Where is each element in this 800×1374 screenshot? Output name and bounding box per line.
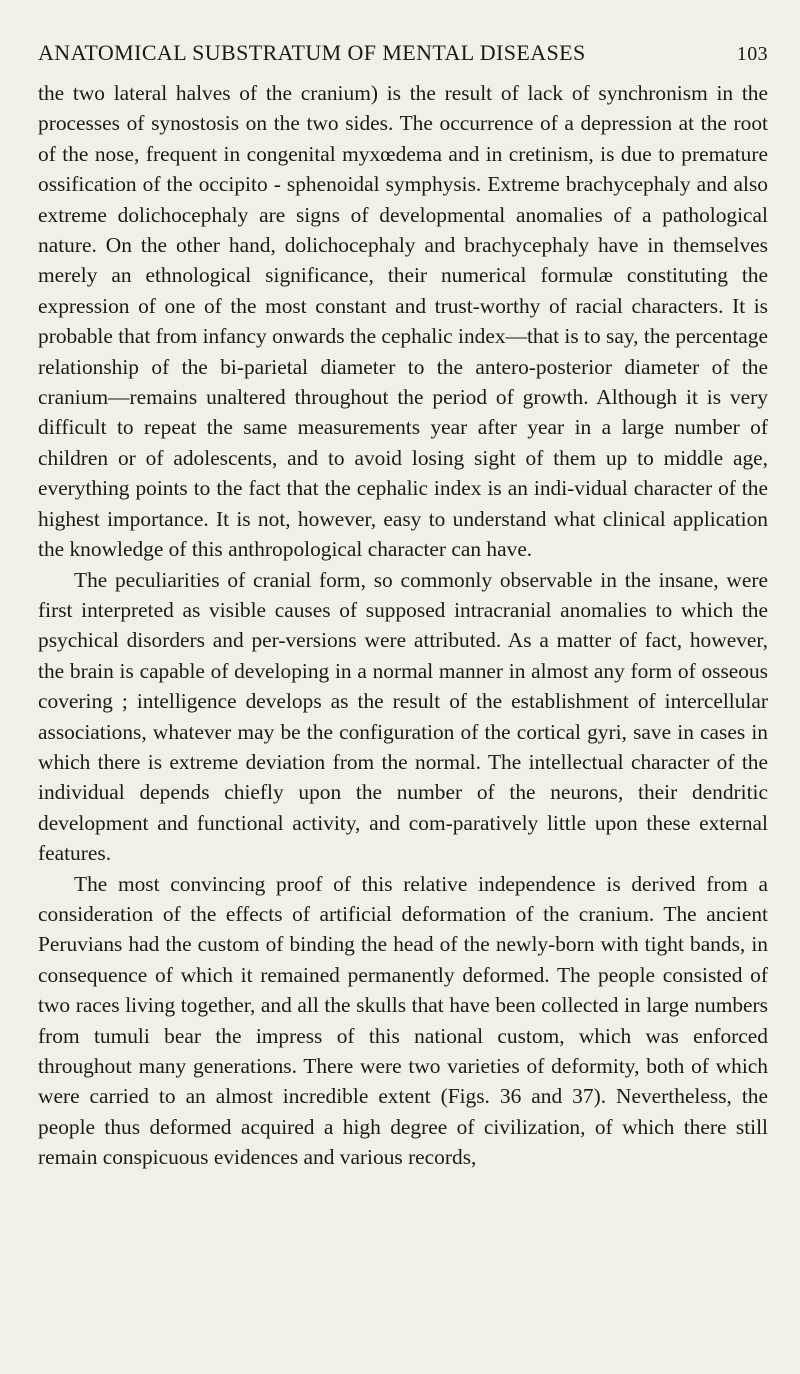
body-text — [38, 78, 768, 1173]
page-number: 103 — [736, 43, 768, 65]
running-head — [38, 40, 768, 66]
book-page — [38, 40, 768, 1173]
paragraph-3: The most convincing proof of this relative independence is derived from a consideration of the effects of artificial deformation of the cranium. The ancient Peruvians had the custom of binding the head of the newly-born with tight bands, in consequence of which it remained permanently deformed. The people consisted of two races living together, and all the skulls that have been collected in large numbers from tumuli bear the impress of this national custom, which was enforced throughout many generations. There were two varieties of deformity, both of which were carried to an almost incredible extent (Figs. 36 and 37). Nevertheless, the people thus deformed acquired a high degree of civilization, of which there still remain conspicuous evidences and various records, — [38, 871, 768, 1170]
paragraph-1: the two lateral halves of the cranium) is the result of lack of synchronism in the processes of synostosis on the two sides. The occurrence of a depression at the root of the nose, frequent in congenital myxœdema and in cretinism, is due to premature ossification of the occipito - sphenoidal symphysis. Extreme brachycephaly and also extreme dolichocephaly are signs of developmental anomalies of a pathological nature. On the other hand, dolichocephaly and brachycephaly have in themselves merely an ethnological significance, their numerical formulæ constituting the expression of one of the most constant and trust-worthy of racial characters. It is probable that from infancy onwards the cephalic index—that is to say, the percentage relationship of the bi-parietal diameter to the antero-posterior diameter of the cranium—remains unaltered throughout the period of growth. Although it is very difficult to repeat the same measurements year after year in a large number of children or of adolescents, and to avoid losing sight of them up to middle age, everything points to the fact that the cephalic index is an indi-vidual character of the highest importance. It is not, however, easy to understand what clinical application the knowledge of this anthropological character can have. — [38, 81, 768, 562]
paragraph-2: The peculiarities of cranial form, so commonly observable in the insane, were first interpreted as visible causes of supposed intracranial anomalies to which the psychical disorders and per-versions were attributed. As a matter of fact, however, the brain is capable of developing in a normal manner in almost any form of osseous covering ; intelligence develops as the result of the establishment of intercellular associations, whatever may be the configuration of the cortical gyri, save in cases in which there is extreme deviation from the normal. The intellectual character of the individual depends chiefly upon the number of the neurons, their dendritic development and functional activity, and com-paratively little upon these external features. — [38, 567, 768, 866]
running-title: ANATOMICAL SUBSTRATUM OF MENTAL DISEASES — [38, 40, 586, 65]
